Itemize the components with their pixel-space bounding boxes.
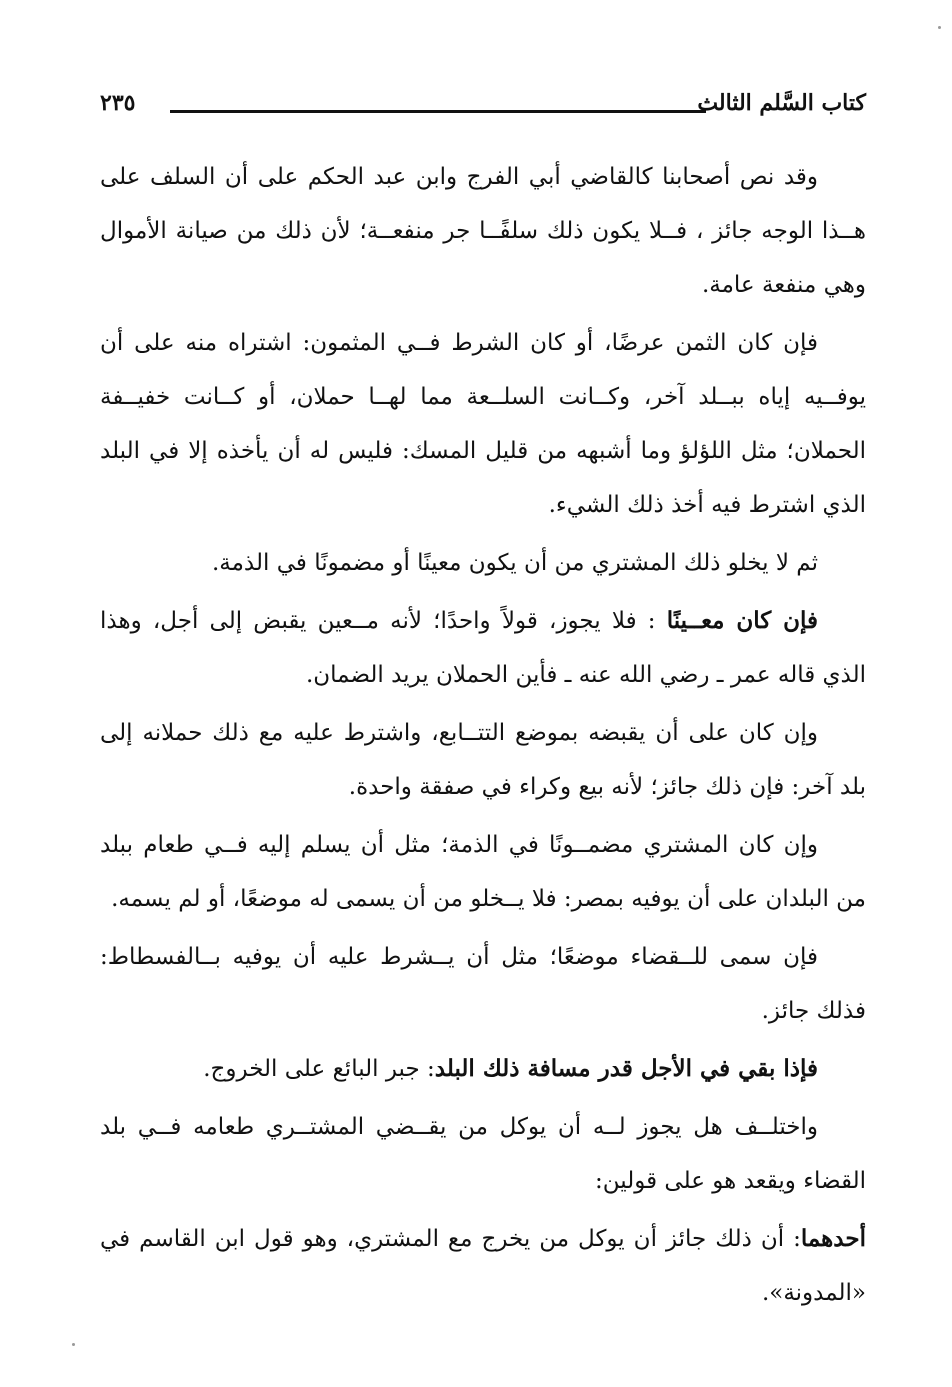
paragraph-text: وإن كان على أن يقبضه بموضع التتــابع، واشترط عليه مع ذلك حملانه إلى بلد آخر: فإن ذلك جائز؛ لأنه بيع وكراء في صفقة واحدة. bbox=[100, 720, 866, 800]
scan-speck bbox=[72, 1343, 75, 1346]
paragraph-text: وإن كان المشتري مضمــونًا في الذمة؛ مثل أن يسلم إليه فــي طعام ببلد من البلدان على أن يوفيه بمصر: فلا يــخلو من أن يسمى له موضعًا، أو لم يسمه. bbox=[100, 832, 866, 912]
paragraph-text: : فلا يجوز، قولاً واحدًا؛ لأنه مــعين يقبض إلى أجل، وهذا الذي قاله عمر ـ رضي الله عنه ـ فأين الحملان يريد الضمان. bbox=[100, 608, 866, 688]
scan-speck bbox=[938, 26, 941, 29]
paragraph-text: فإن كان الثمن عرضًا، أو كان الشرط فــي المثمون: اشتراه منه على أن يوفــيه إياه ببــلد آخر، وكــانت السلــعة مما لهــا حملان، أو كــانت خفيــفة الحملان؛ مثل اللؤلؤ وما أشبهه من قليل المسك: فليس له أن يأخذه إلا في البلد الذي اشترط فيه أخذ ذلك الشيء. bbox=[100, 330, 866, 518]
paragraph bbox=[100, 930, 866, 1038]
chapter-title: كتاب السَّلم الثالث bbox=[697, 90, 866, 116]
paragraph bbox=[100, 594, 866, 702]
paragraph bbox=[100, 1042, 866, 1096]
paragraph bbox=[100, 818, 866, 926]
paragraph bbox=[100, 706, 866, 814]
page-body bbox=[100, 150, 866, 1324]
paragraph-text: : أن ذلك جائز أن يوكل من يخرج مع المشتري، وهو قول ابن القاسم في «المدونة». bbox=[100, 1226, 866, 1306]
paragraph-lead: فإن كان معــينًا bbox=[666, 607, 819, 634]
paragraph bbox=[100, 1100, 866, 1208]
running-header bbox=[100, 86, 866, 126]
paragraph-text: ثم لا يخلو ذلك المشتري من أن يكون معينًا أو مضمونًا في الذمة. bbox=[211, 550, 818, 576]
paragraph-text: وقد نص أصحابنا كالقاضي أبي الفرج وابن عبد الحكم على أن السلف على هــذا الوجه جائز ، فــلا يكون ذلك سلفًــا جر منفعــة؛ لأن ذلك من صيانة الأموال وهي منفعة عامة. bbox=[100, 164, 866, 298]
paragraph bbox=[100, 150, 866, 312]
paragraph-text: : جبر البائع على الخروج. bbox=[203, 1056, 435, 1082]
paragraph-lead: أحدهما bbox=[800, 1225, 866, 1252]
header-rule bbox=[170, 110, 706, 113]
page-number: ٢٣٥ bbox=[100, 90, 136, 116]
paragraph bbox=[100, 536, 866, 590]
paragraph-lead: فإذا بقي في الأجل قدر مسافة ذلك البلد bbox=[434, 1055, 818, 1082]
paragraph-text: فإن سمى للــقضاء موضعًا؛ مثل أن يــشرط عليه أن يوفيه بــالفسطاط: فذلك جائز. bbox=[100, 944, 866, 1024]
paragraph bbox=[100, 1212, 866, 1320]
paragraph-text: واختلــف هل يجوز لــه أن يوكل من يقــضي المشتــري طعامه فــي بلد القضاء ويقعد هو على قولين: bbox=[100, 1114, 866, 1194]
paragraph bbox=[100, 316, 866, 532]
